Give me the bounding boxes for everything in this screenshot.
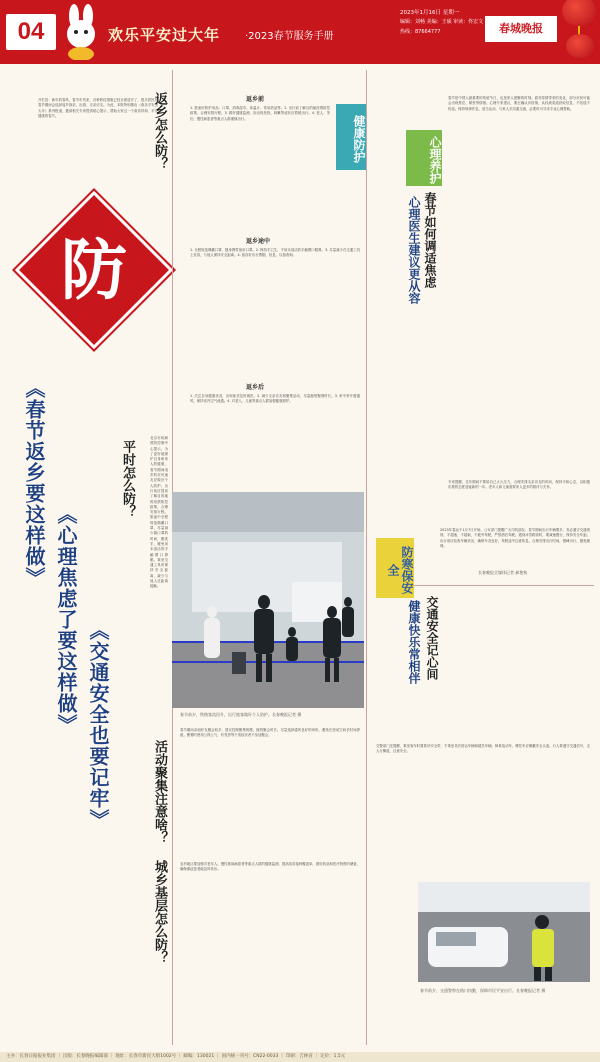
page-header (0, 0, 600, 62)
newspaper-masthead: 春城晚报 (485, 16, 557, 42)
fang-badge: 防 (61, 231, 127, 309)
header-rule (0, 62, 600, 64)
section-during-title: 返乡途中 (246, 238, 271, 245)
hotline: 热线：87664777 (400, 29, 441, 35)
section-before-title: 返乡前 (246, 96, 265, 103)
issue-date: 2023年1月16日 星期一 (400, 10, 460, 16)
psych-care-badge: 心理养护 (406, 130, 442, 186)
health-badge: 健康防护 (336, 104, 366, 170)
traffic-subtitle: 健康快乐常相伴 (407, 600, 421, 684)
rabbit-mascot-icon (56, 4, 106, 60)
station-photo-art (172, 492, 364, 708)
psych-text: 春节是中国人最重要的传统节日，也是家人团聚的时刻。面对疫情带来的变化，部分市民可能会出现焦虑、紧张等情绪。心理专家建议，要正确认识疫情，从权威渠道获取信息，不信谣不传谣。保持规律作息，适当运动，与家人多沟通交流，必要时可寻求专业心理帮助。 (448, 96, 590, 111)
traffic-police-photo-art (418, 882, 590, 982)
lantern-icon (566, 34, 594, 58)
psych-text-2: 专家提醒，过年期间不要给自己太大压力，合理安排走亲访友的时间，保持平和心态，以积极乐观的态度迎接新的一年。老年人和儿童需要家人更多的陪伴与关怀。 (448, 480, 590, 490)
psych-byline: 长春晚报全媒体记者 郝艳秋 (478, 570, 528, 575)
station-photo (172, 492, 364, 708)
editor-credits: 编辑：刘畅 美编：王硕 审读：佟宏文 (400, 19, 484, 25)
headline-return-home: 《春节返乡要这样做》 (22, 378, 46, 588)
manual-title: ·2023春节服务手册 (245, 31, 334, 42)
q1-text: 北京市疾病预防控制中心提示，为了更好地保护自身和家人的健康，春节期间返乡的市民朋友应做好个人防护。出行前应提前了解目的地的疫情防控政策，合理安排行程。旅途中全程规范佩戴口罩，尽量减少摘口罩的时间，勤洗手，避免用未清洁的手触摸口鼻眼。乘坐交通工具时保持安全距离，减少与他人近距离接触。 (150, 436, 168, 589)
traffic-police-photo (418, 882, 590, 982)
series-title: 欢乐平安过大年 (108, 26, 221, 44)
section-during-text: 1. 全程规范佩戴口罩，随身携带备用口罩。2. 保持手卫生，不用未清洁的手触摸口眼鼻。3. 尽量减少在交通工具上饮食，与他人保持安全距离。4. 留存好出行票据、信息，以备查询。 (190, 248, 360, 258)
traffic-title: 交通安全记心间 (425, 596, 439, 680)
winter-safety-badge: 防寒保安全 (376, 538, 414, 598)
traffic-text: 2023年春运于1月7日开始，公安部门提醒广大司机朋友：春节期间出行车辆增多，务必遵守交通规则，不超速、不超载、不疲劳驾驶，严禁酒后驾驶。遇到冰雪路面时，要减速慢行，保持安全车距。出行前应检查车辆状况，确保车况良好。驾驶途中注意休息，合理安排出行时间，错峰出行，避免拥堵。 (440, 528, 590, 548)
intro-text: 开栏语：新年的春风，春节年货来，各种防疫措施已经全面放开了，很多居民在春节期间会选择返乡探亲，出游，走亲访友。为此，本报特别推出《欢乐平安过大年》系列报道，邀请相关专家提供贴心提示，帮助大家过一个欢乐祥和、平安健康的春节。 (38, 98, 158, 118)
q4-text: 农村地区要加强对老年人、慢性基础病患者等重点人群的健康监测，提高疫苗接种覆盖率，做好药品和医疗物资的储备，确保重症患者能及时转诊。 (180, 862, 360, 872)
traffic-text-2: 交警部门还提醒，乘坐客车时要系好安全带，不乘坐非法营运车辆和超员车辆。骑乘电动车、摩托车应佩戴安全头盔。行人要遵守交通信号，走人行横道，注意安全。 (376, 744, 590, 754)
photo-caption: 春节前夕，铁路客流回升，出行旅客做好个人防护。长春晚报记者 摄 (180, 712, 302, 717)
headline-traffic: 《交通安全也要记牢》 (86, 620, 110, 830)
q4-title: 城乡基层怎么防？ (152, 860, 167, 964)
psych-subtitle: 心理医生建议更从容 (407, 196, 421, 304)
page-number: 04 (6, 14, 56, 50)
q3-title: 活动聚集注意啥？ (152, 740, 167, 844)
section-after-title: 返乡后 (246, 384, 265, 391)
section-before-text: 1. 准备好防护用品：口罩、消毒湿巾、体温计、常用药品等。2. 出行前了解目的地疫情防控政策，合理安排行程。3. 做好健康监测，如出现发热、咳嗽等症状应暂缓出行。4. 老人、孕妇、慢性病患者等重点人群谨慎出行。 (190, 106, 330, 121)
traffic-photo-caption: 春节前夕，交通警察在路口执勤，保障市民平安出行。长春晚报记者 摄 (420, 988, 546, 993)
headline-anxiety: 《心理焦虑了要这样做》 (54, 504, 78, 735)
q2-title: 返乡怎么防？ (152, 92, 167, 170)
q1-title: 平时怎么防？ (120, 440, 135, 518)
q3-text: 春节期间亲朋好友聚会较多，建议控制聚集规模，缩短聚会时长。尽量选择通风良好的场所，避免在密闭空间长时间停留。聚餐时使用公筷公勺，有发热等不适症状者不参加聚会。 (180, 728, 360, 738)
column-divider (366, 70, 367, 1045)
lantern-icon (562, 0, 596, 26)
page-footer: 主办：长春日报报业集团 ｜ 出版：长春晚报编辑部 ｜ 地址：长春市新民大街1002号 ｜ 邮编：130021 ｜ 国内统一刊号：CN22-0033 ｜ 印刷：吉林省 ｜ 定价：1.5元 (0, 1052, 600, 1062)
psych-title: 春节如何调适焦虑 (423, 192, 437, 288)
section-after-text: 1. 关注自身健康状况，出现症状及时就医。2. 减少走亲访友和聚集活动，尽量缩短聚餐时长。3. 家中常开窗通风，保持室内空气流通。4. 对老人、儿童等重点人群加强健康照护。 (190, 394, 360, 404)
